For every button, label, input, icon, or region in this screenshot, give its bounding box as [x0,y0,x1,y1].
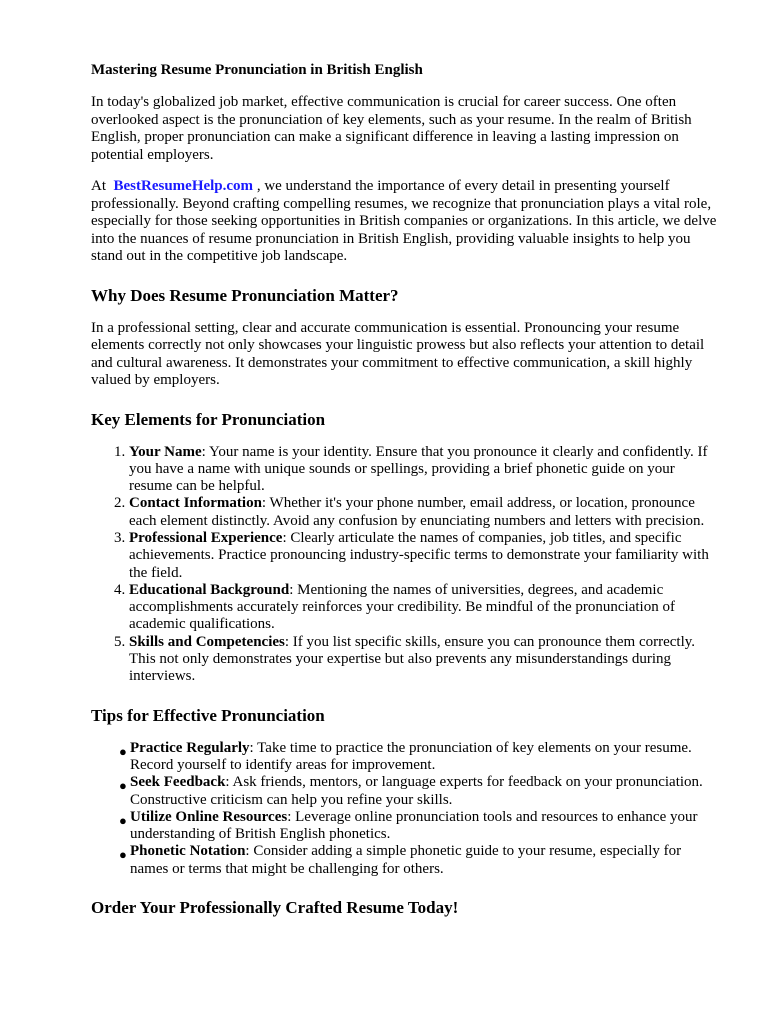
list-item-term: Educational Background [129,581,290,598]
section-heading-key-elements: Key Elements for Pronunciation [91,409,326,429]
list-item [129,444,718,496]
list-item-term: Contact Information [129,495,262,512]
list-item [129,634,718,686]
list-item-text: : Leverage online pronunciation tools and resources to enhance your understanding of British English phonetics. [130,808,698,843]
list-item-term: Skills and Competencies [129,633,285,650]
key-elements-list [91,444,718,686]
list-item-term: Professional Experience [129,529,283,546]
bullet-icon: ● [119,743,127,759]
list-item-term: Your Name [129,443,202,460]
list-item-text: : Your name is your identity. Ensure that you pronounce it clearly and confidently. If you have a name with unique sounds or spellings, providing a brief phonetic guide on your resume can be helpful. [129,443,708,495]
bestresumehelp-link[interactable]: BestResumeHelp.com [113,178,254,194]
list-item-text: : Clearly articulate the names of companies, job titles, and specific achievements. Practice pronouncing industry-specific terms to demonstrate your familiarity with the field. [129,529,709,581]
list-item-term: Seek Feedback [130,774,226,791]
bullet-icon: ● [119,847,127,863]
list-item-text: : Mentioning the names of universities, degrees, and academic accomplishments accurately reinforces your credibility. Be mindful of the pronunciation of academic qualifications. [129,581,675,633]
list-item-text: : Whether it's your phone number, email address, or location, pronounce each element distinctly. Avoid any confusion by enunciating numbers and letters with precision. [129,495,705,529]
section-body-why: In a professional setting, clear and accurate communication is essential. Pronouncing your resume elements correctly not only showcases your linguistic prowess but also reflects your attention to detail and cultural awareness. It demonstrates your commitment to effective communication, a skill highly valued by employers. [91,319,705,388]
list-item [119,774,718,809]
list-item [119,809,718,844]
list-item-text: : Take time to practice the pronunciation of key elements on your resume. Record yourself to identify areas for improvement. [130,739,692,773]
list-item-term: Practice Regularly [130,739,250,756]
company-paragraph-suffix: , we understand the importance of every detail in presenting yourself professionally. Beyond crafting compelling resumes, we recognize that pronunciation plays a vital role, especially for those seeking opportunities in British companies or organizations. In this article, we delve into the nuances of resume pronunciation in British English, providing valuable insights to help you stand out in the competitive job landscape. [91,178,717,264]
document-title: Mastering Resume Pronunciation in British English [91,62,423,78]
bullet-icon: ● [119,812,127,828]
list-item [129,495,718,530]
list-item [129,582,718,634]
intro-paragraph: In today's globalized job market, effective communication is crucial for career success. One often overlooked aspect is the pronunciation of key elements, such as your resume. In the realm of British English, proper pronunciation can make a significant difference in leaving a lasting impression on potential employers. [91,94,692,163]
list-item-text: : Ask friends, mentors, or language experts for feedback on your pronunciation. Constructive criticism can help you refine your skills. [130,774,703,808]
section-heading-order: Order Your Professionally Crafted Resume Today! [91,898,459,918]
list-item [129,530,718,582]
list-item [119,740,718,775]
list-item-term: Phonetic Notation [130,843,246,860]
list-item [119,843,718,878]
company-paragraph [91,178,718,266]
list-item-term: Utilize Online Resources [130,808,288,825]
company-paragraph-prefix: At [91,178,106,194]
bullet-icon: ● [119,778,127,794]
section-heading-why: Why Does Resume Pronunciation Matter? [91,285,399,305]
list-item-text: : Consider adding a simple phonetic guide to your resume, especially for names or terms that might be challenging for others. [130,843,682,877]
section-heading-tips: Tips for Effective Pronunciation [91,705,325,725]
list-item-text: : If you list specific skills, ensure you can pronounce them correctly. This not only demonstrates your expertise but also prevents any misunderstandings during interviews. [129,633,696,685]
tips-list [91,740,718,878]
